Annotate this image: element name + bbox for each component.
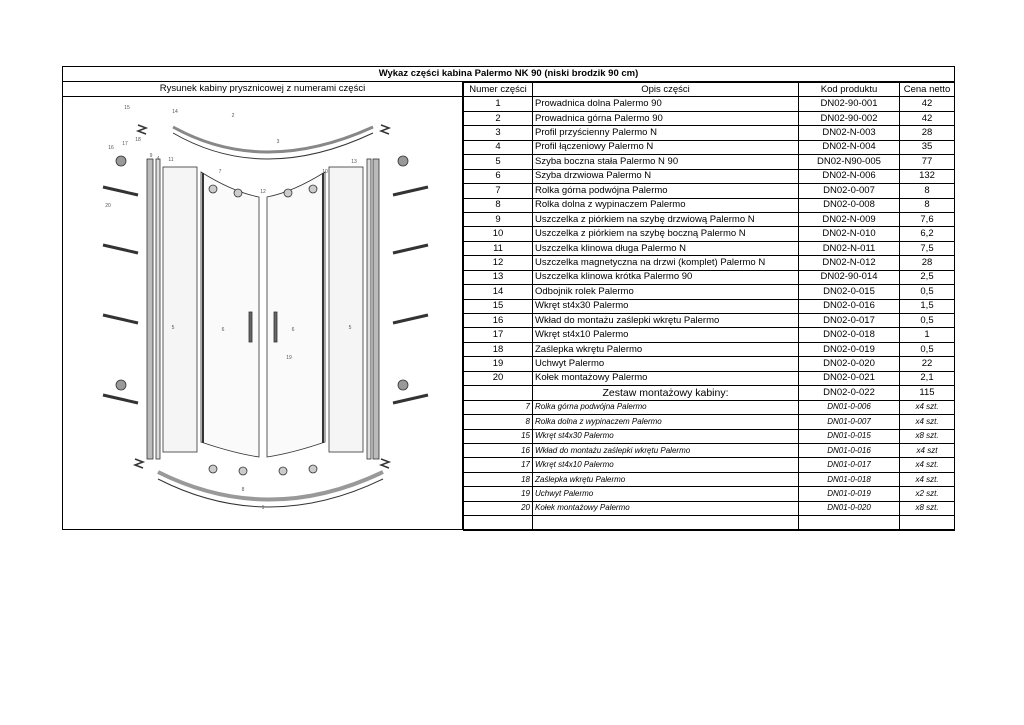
part-price: 1	[900, 328, 955, 342]
part-description: Prowadnica dolna Palermo 90	[533, 97, 799, 111]
kit-item-code: DN01-0-007	[799, 415, 900, 429]
part-code: DN02-N90-005	[799, 155, 900, 169]
part-code: DN02-90-001	[799, 97, 900, 111]
part-description: Rolka dolna z wypinaczem Palermo	[533, 198, 799, 212]
kit-item-number: 18	[464, 472, 533, 486]
drawing-label: 12	[260, 189, 266, 195]
kit-item-description: Zaślepka wkrętu Palermo	[533, 472, 799, 486]
kit-item-description: Wkład do montażu zaślepki wkrętu Palermo	[533, 443, 799, 457]
part-price: 0,5	[900, 314, 955, 328]
table-row	[464, 126, 955, 140]
kit-item-qty: x4 szt	[900, 443, 955, 457]
kit-item-row	[464, 443, 955, 457]
shower-drawing	[63, 97, 463, 530]
part-code: DN02-0-020	[799, 357, 900, 371]
kit-item-row	[464, 400, 955, 414]
kit-label: Zestaw montażowy kabiny:	[533, 386, 799, 400]
kit-item-number: 20	[464, 501, 533, 515]
drawing-label: 11	[168, 157, 174, 163]
part-code: DN02-N-012	[799, 256, 900, 270]
drawing-label: 4	[156, 156, 160, 162]
part-number: 11	[464, 241, 533, 255]
part-price: 28	[900, 256, 955, 270]
table-row	[464, 314, 955, 328]
kit-price: 115	[900, 386, 955, 400]
kit-item-description: Kołek montażowy Palermo	[533, 501, 799, 515]
empty-cell	[900, 516, 955, 531]
table-row	[464, 184, 955, 198]
table-row	[464, 285, 955, 299]
part-price: 132	[900, 169, 955, 183]
kit-item-code: DN01-0-015	[799, 429, 900, 443]
part-code: DN02-N-006	[799, 169, 900, 183]
kit-item-row	[464, 472, 955, 486]
part-price: 2,1	[900, 371, 955, 385]
part-description: Wkręt st4x10 Palermo	[533, 328, 799, 342]
kit-item-row	[464, 429, 955, 443]
header-price: Cena netto	[900, 83, 955, 97]
kit-item-number: 17	[464, 458, 533, 472]
kit-item-qty: x8 szt.	[900, 429, 955, 443]
part-code: DN02-0-021	[799, 371, 900, 385]
table-row	[464, 342, 955, 356]
drawing-label: 7	[218, 169, 222, 175]
part-description: Rolka górna podwójna Palermo	[533, 184, 799, 198]
drawing-label: 17	[122, 141, 128, 147]
part-code: DN02-0-017	[799, 314, 900, 328]
table-header-row	[464, 83, 955, 97]
drawing-label: 19	[286, 355, 292, 361]
kit-item-code: DN01-0-016	[799, 443, 900, 457]
kit-item-qty: x4 szt.	[900, 400, 955, 414]
part-number: 6	[464, 169, 533, 183]
drawing-label: 9	[149, 153, 153, 159]
drawing-label: 2	[231, 113, 235, 119]
header-description: Opis części	[533, 83, 799, 97]
kit-item-number: 19	[464, 487, 533, 501]
part-code: DN02-0-016	[799, 299, 900, 313]
kit-item-qty: x4 szt.	[900, 458, 955, 472]
kit-item-description: Rolka dolna z wypinaczem Palermo	[533, 415, 799, 429]
part-code: DN02-0-008	[799, 198, 900, 212]
parts-table	[463, 82, 955, 531]
part-number: 10	[464, 227, 533, 241]
drawing-label: 6	[291, 327, 295, 333]
kit-item-description: Rolka górna podwójna Palermo	[533, 400, 799, 414]
part-number: 17	[464, 328, 533, 342]
kit-row	[464, 386, 955, 400]
kit-item-number: 15	[464, 429, 533, 443]
part-description: Profil łączeniowy Palermo N	[533, 140, 799, 154]
part-code: DN02-N-003	[799, 126, 900, 140]
kit-item-row	[464, 415, 955, 429]
drawing-label: 5	[348, 325, 352, 331]
kit-item-code: DN01-0-006	[799, 400, 900, 414]
kit-item-qty: x4 szt.	[900, 472, 955, 486]
drawing-label: 3	[276, 139, 280, 145]
kit-item-row	[464, 458, 955, 472]
kit-item-qty: x4 szt.	[900, 415, 955, 429]
part-number: 12	[464, 256, 533, 270]
kit-item-row	[464, 487, 955, 501]
table-row	[464, 328, 955, 342]
part-number: 16	[464, 314, 533, 328]
part-code: DN02-0-007	[799, 184, 900, 198]
part-code: DN02-0-018	[799, 328, 900, 342]
kit-item-code: DN01-0-018	[799, 472, 900, 486]
part-price: 0,5	[900, 342, 955, 356]
kit-number	[464, 386, 533, 400]
part-description: Kołek montażowy Palermo	[533, 371, 799, 385]
part-price: 42	[900, 111, 955, 125]
table-row	[464, 227, 955, 241]
drawing-label: 13	[351, 159, 357, 165]
part-description: Odbojnik rolek Palermo	[533, 285, 799, 299]
part-number: 1	[464, 97, 533, 111]
part-code: DN02-N-010	[799, 227, 900, 241]
part-price: 8	[900, 184, 955, 198]
empty-cell	[464, 516, 533, 531]
drawing-label: 10	[322, 169, 328, 175]
sheet-title: Wykaz części kabina Palermo NK 90 (niski brodzik 90 cm)	[63, 67, 954, 82]
part-price: 35	[900, 140, 955, 154]
part-description: Uchwyt Palermo	[533, 357, 799, 371]
part-description: Uszczelka z piórkiem na szybę drzwiową Palermo N	[533, 212, 799, 226]
kit-item-number: 16	[464, 443, 533, 457]
table-row	[464, 270, 955, 284]
kit-item-code: DN01-0-017	[799, 458, 900, 472]
part-number: 5	[464, 155, 533, 169]
kit-item-qty: x8 szt.	[900, 501, 955, 515]
kit-item-number: 8	[464, 415, 533, 429]
table-row	[464, 256, 955, 270]
table-row	[464, 212, 955, 226]
part-description: Uszczelka magnetyczna na drzwi (komplet) Palermo N	[533, 256, 799, 270]
drawing-label: 8	[241, 487, 245, 493]
part-description: Wkręt st4x30 Palermo	[533, 299, 799, 313]
part-code: DN02-0-015	[799, 285, 900, 299]
drawing-label: 18	[135, 137, 141, 143]
drawing-label: 6	[221, 327, 225, 333]
kit-item-description: Wkręt st4x30 Palermo	[533, 429, 799, 443]
part-code: DN02-N-004	[799, 140, 900, 154]
part-price: 8	[900, 198, 955, 212]
drawing-label: 15	[124, 105, 130, 111]
drawing-label: 20	[105, 203, 111, 209]
kit-item-description: Wkręt st4x10 Palermo	[533, 458, 799, 472]
kit-item-qty: x2 szt.	[900, 487, 955, 501]
part-code: DN02-0-019	[799, 342, 900, 356]
part-number: 2	[464, 111, 533, 125]
part-description: Wkład do montażu zaślepki wkrętu Palermo	[533, 314, 799, 328]
drawing-label: 1	[261, 505, 265, 511]
table-row	[464, 169, 955, 183]
drawing-label: 14	[172, 109, 178, 115]
drawing-label: 5	[171, 325, 175, 331]
kit-item-code: DN01-0-019	[799, 487, 900, 501]
part-price: 1,5	[900, 299, 955, 313]
kit-code: DN02-0-022	[799, 386, 900, 400]
part-description: Uszczelka z piórkiem na szybę boczną Palermo N	[533, 227, 799, 241]
part-price: 22	[900, 357, 955, 371]
part-number: 14	[464, 285, 533, 299]
empty-row	[464, 516, 955, 531]
part-number: 13	[464, 270, 533, 284]
part-number: 19	[464, 357, 533, 371]
part-description: Szyba drzwiowa Palermo N	[533, 169, 799, 183]
table-row	[464, 97, 955, 111]
part-code: DN02-90-014	[799, 270, 900, 284]
part-code: DN02-N-009	[799, 212, 900, 226]
part-price: 7,6	[900, 212, 955, 226]
part-description: Uszczelka klinowa długa Palermo N	[533, 241, 799, 255]
part-number: 7	[464, 184, 533, 198]
table-row	[464, 140, 955, 154]
part-description: Prowadnica górna Palermo 90	[533, 111, 799, 125]
drawing-header: Rysunek kabiny prysznicowej z numerami części	[63, 82, 463, 97]
part-description: Uszczelka klinowa krótka Palermo 90	[533, 270, 799, 284]
part-number: 9	[464, 212, 533, 226]
part-price: 28	[900, 126, 955, 140]
exploded-view-drawing	[63, 97, 462, 530]
table-row	[464, 198, 955, 212]
part-number: 15	[464, 299, 533, 313]
part-number: 20	[464, 371, 533, 385]
drawing-label: 16	[108, 145, 114, 151]
part-description: Profil przyścienny Palermo N	[533, 126, 799, 140]
table-row	[464, 357, 955, 371]
part-price: 6,2	[900, 227, 955, 241]
part-code: DN02-N-011	[799, 241, 900, 255]
header-code: Kod produktu	[799, 83, 900, 97]
table-row	[464, 111, 955, 125]
kit-item-description: Uchwyt Palermo	[533, 487, 799, 501]
part-number: 18	[464, 342, 533, 356]
header-number: Numer części	[464, 83, 533, 97]
part-price: 42	[900, 97, 955, 111]
kit-item-row	[464, 501, 955, 515]
table-row	[464, 299, 955, 313]
parts-sheet	[62, 66, 955, 530]
part-description: Szyba boczna stała Palermo N 90	[533, 155, 799, 169]
table-row	[464, 155, 955, 169]
table-row	[464, 241, 955, 255]
part-description: Zaślepka wkrętu Palermo	[533, 342, 799, 356]
part-price: 2,5	[900, 270, 955, 284]
part-price: 0,5	[900, 285, 955, 299]
part-number: 3	[464, 126, 533, 140]
part-price: 77	[900, 155, 955, 169]
empty-cell	[533, 516, 799, 531]
kit-item-number: 7	[464, 400, 533, 414]
part-number: 4	[464, 140, 533, 154]
part-number: 8	[464, 198, 533, 212]
part-code: DN02-90-002	[799, 111, 900, 125]
kit-item-code: DN01-0-020	[799, 501, 900, 515]
table-row	[464, 371, 955, 385]
part-price: 7,5	[900, 241, 955, 255]
empty-cell	[799, 516, 900, 531]
